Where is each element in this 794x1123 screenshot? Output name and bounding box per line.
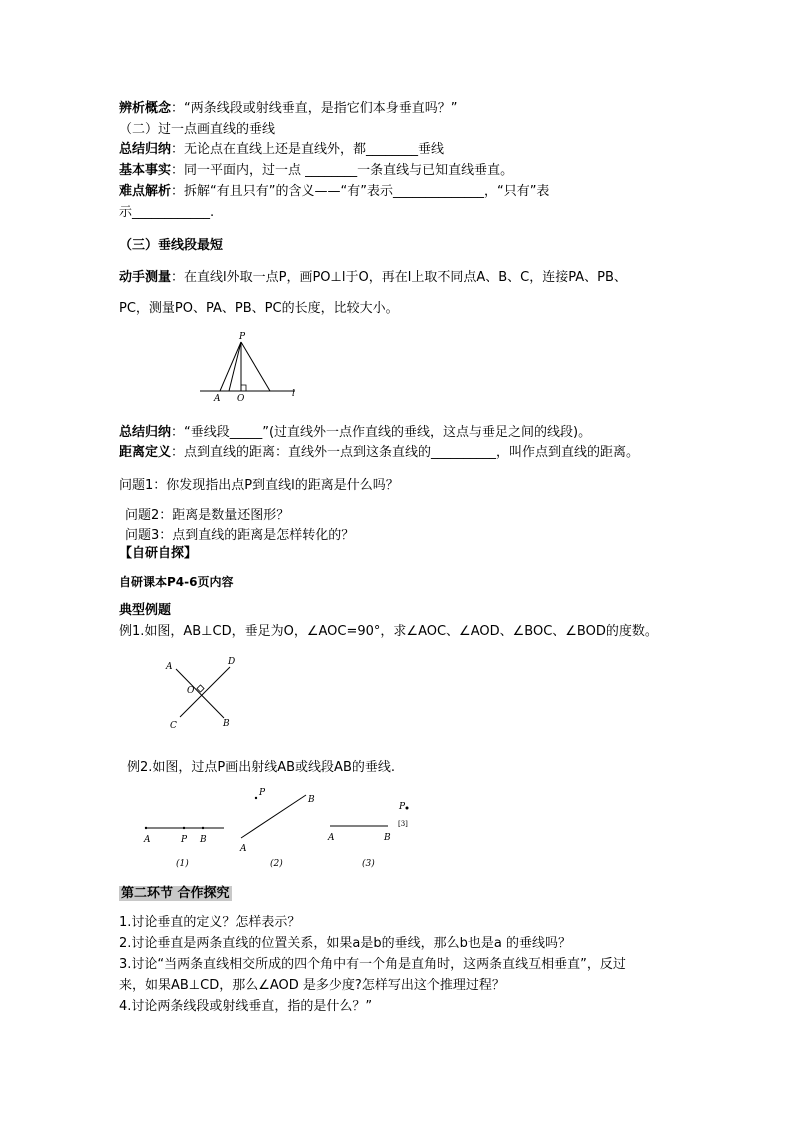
ex1-label-c: C	[170, 721, 177, 731]
section-two-heading-text: 第二环节 合作探究	[121, 886, 230, 901]
fact-label: 基本事实	[119, 163, 172, 178]
section3-heading: （三）垂线段最短	[119, 238, 224, 253]
ex2-1-label-p: P	[181, 835, 188, 845]
summary2-label: 总结归纳	[119, 425, 172, 440]
distance-line	[119, 443, 639, 462]
analysis-line	[119, 99, 458, 118]
fig-label-a: A	[214, 394, 221, 404]
summary2-line	[119, 423, 591, 442]
ex2-caption-2: (2)	[270, 859, 283, 869]
ex2-2-label-p: P	[259, 788, 266, 798]
measure-line2: PC，测量PO、PA、PB、PC的长度，比较大小。	[119, 301, 399, 316]
ex2-1-label-b: B	[200, 835, 207, 845]
fact-line	[119, 161, 513, 180]
discussion-1: 1.讨论垂直的定义？怎样表示？	[119, 915, 301, 930]
ex2-3-tag: [3]	[398, 820, 408, 828]
discussion-4: 4.讨论两条线段或射线垂直，指的是什么？”	[119, 999, 373, 1014]
summary2-text: ：“垂线段_____”(过直线外一点作直线的垂线，这点与垂足之间的线段)。	[171, 425, 592, 440]
measure-line1	[119, 268, 627, 287]
example1-figure	[160, 650, 250, 735]
fig-label-l: l	[292, 389, 295, 399]
perpendicular-figure	[195, 330, 310, 405]
question-3: 问题3：点到直线的距离是怎样转化的？	[125, 528, 355, 543]
ex2-2-label-b: B	[308, 795, 315, 805]
ex1-label-a: A	[166, 662, 173, 672]
question-2: 问题2：距离是数量还图形？	[125, 508, 290, 523]
ex1-label-b: B	[223, 719, 230, 729]
analysis-label: 辨析概念	[119, 101, 172, 116]
discussion-2: 2.讨论垂直是两条直线的位置关系，如果a是b的垂线，那么b也是a 的垂线吗？	[119, 936, 571, 951]
fig-label-o: O	[237, 394, 245, 404]
analysis-text: ：“两条线段或射线垂直，是指它们本身垂直吗？”	[171, 101, 458, 116]
question-1: 问题1：你发现指出点P到直线l的距离是什么吗？	[119, 478, 399, 493]
discussion-3b: 来，如果AB⊥CD，那么∠AOD 是多少度?怎样写出这个推理过程？	[119, 978, 505, 993]
ex2-3-label-p: P	[399, 802, 406, 812]
ex2-1-label-a: A	[144, 835, 151, 845]
summary-label: 总结归纳	[119, 142, 172, 157]
fig-label-p: P	[239, 332, 246, 342]
self-study-heading: 【自研自探】	[119, 546, 198, 561]
summary-line	[119, 140, 444, 159]
measure-text: ：在直线l外取一点P，画PO⊥l于O，再在l上取不同点A、B、C，连接PA、PB、	[171, 270, 627, 285]
ex2-3-label-a: A	[328, 833, 335, 843]
ex2-3-label-b: B	[384, 833, 391, 843]
sub-heading-2: （二）过一点画直线的垂线	[119, 122, 276, 137]
self-study-content: 自研课本P4-6页内容	[119, 575, 234, 589]
measure-label: 动手测量	[119, 270, 172, 285]
ex1-label-o: O	[187, 686, 195, 696]
ex2-2-label-a: A	[240, 844, 247, 854]
ex1-label-d: D	[228, 657, 236, 667]
difficulty-text: ：拆解“有且只有”的含义——“有”表示______________，“只有”表	[171, 184, 550, 199]
fact-text: ：同一平面内，过一点 ________一条直线与已知直线垂直。	[171, 163, 514, 178]
example-2: 例2.如图，过点P画出射线AB或线段AB的垂线.	[127, 760, 395, 775]
examples-heading: 典型例题	[119, 603, 172, 618]
difficulty-cont: 示____________.	[119, 205, 215, 220]
summary-text: ：无论点在直线上还是直线外，都________垂线	[171, 142, 445, 157]
distance-label: 距离定义	[119, 445, 172, 460]
example-1: 例1.如图，AB⊥CD，垂足为O，∠AOC=90°，求∠AOC、∠AOD、∠BOC、∠BOD的度数。	[119, 624, 658, 639]
section-two-heading	[119, 884, 232, 903]
example2-figure	[140, 780, 430, 875]
distance-text: ：点到直线的距离：直线外一点到这条直线的__________，叫作点到直线的距离。	[171, 445, 640, 460]
discussion-3a: 3.讨论“当两条直线相交所成的四个角中有一个角是直角时，这两条直线互相垂直”，反过	[119, 957, 626, 972]
difficulty-label: 难点解析	[119, 184, 172, 199]
ex2-caption-3: (3)	[362, 859, 375, 869]
ex2-caption-1: (1)	[176, 859, 189, 869]
difficulty-line	[119, 182, 549, 201]
